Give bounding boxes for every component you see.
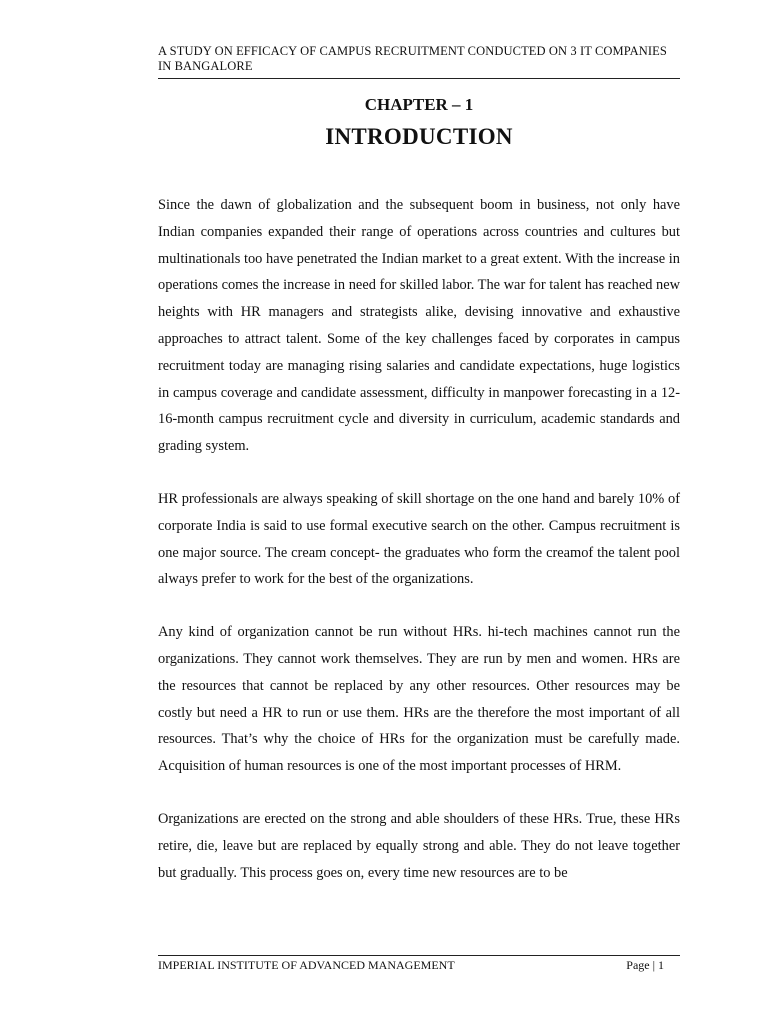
chapter-title: INTRODUCTION bbox=[325, 124, 513, 149]
paragraph-4: Organizations are erected on the strong and able shoulders of these HRs. True, these HRs retire, die, leave but are replaced by equally strong and able. They do not leave together but gradually. This process goes on, every time new resources are to be bbox=[158, 810, 680, 881]
running-header: A STUDY ON EFFICACY OF CAMPUS RECRUITMENT CONDUCTED ON 3 IT COMPANIES IN BANGALORE bbox=[158, 44, 667, 73]
footer-institute-name: IMPERIAL INSTITUTE OF ADVANCED MANAGEMENT bbox=[158, 958, 455, 972]
chapter-label: CHAPTER – 1 bbox=[364, 95, 474, 114]
header-divider bbox=[158, 78, 680, 79]
paragraph-2: HR professionals are always speaking of skill shortage on the one hand and barely 10% of corporate India is said to use formal executive search on the other. Campus recruitment is one major source. The cream concept- the graduates who form the creamof the talent pool always prefer to work for the best of the organizations. bbox=[158, 490, 680, 588]
footer-divider bbox=[158, 955, 680, 956]
page-number: Page | 1 bbox=[626, 958, 664, 972]
paragraph-1: Since the dawn of globalization and the subsequent boom in business, not only have Indian companies expanded their range of operations across countries and cultures but multinationals too have penetrated the Indian market to a great extent. With the increase in operations comes the increase in need for skilled labor. The war for talent has reached new heights with HR managers and strategists alike, devising innovative and exhaustive approaches to attract talent. Some of the key challenges faced by corporates in campus recruitment today are managing rising salaries and candidate expectations, huge logistics in campus coverage and candidate assessment, difficulty in manpower forecasting in a 12-16-month campus recruitment cycle and diversity in curriculum, academic standards and grading system. bbox=[158, 197, 680, 455]
paragraph-3: Any kind of organization cannot be run without HRs. hi-tech machines cannot run the organizations. They cannot work themselves. They are run by men and women. HRs are the resources that cannot be replaced by any other resources. Other resources may be costly but need a HR to run or use them. HRs are the therefore the most important of all resources. That’s why the choice of HRs for the organization must be carefully made. Acquisition of human resources is one of the most important processes of HRM. bbox=[158, 624, 680, 775]
body-text bbox=[158, 192, 680, 912]
